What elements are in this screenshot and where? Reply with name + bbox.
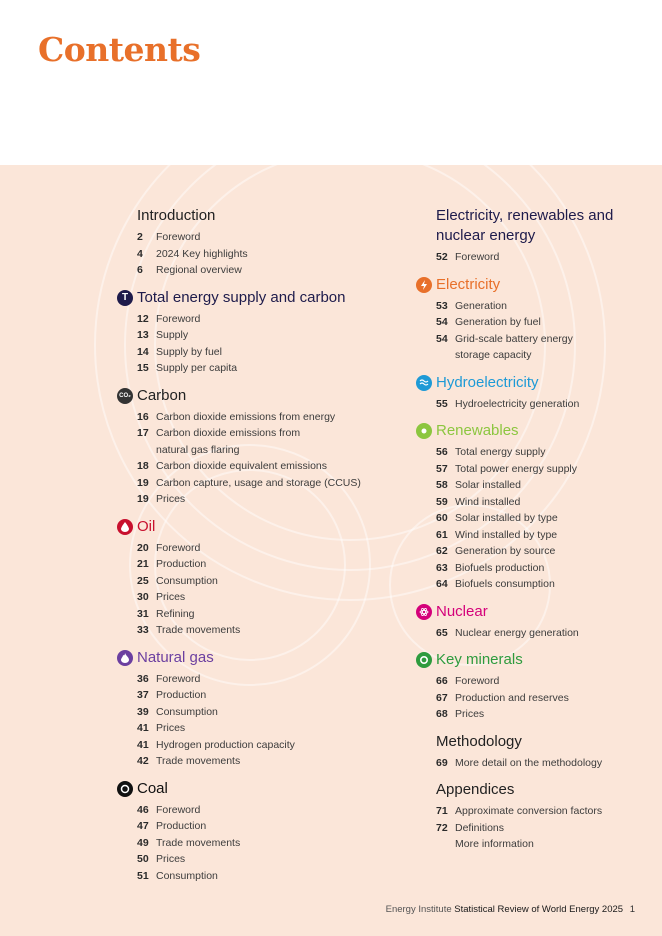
- entry-label: Foreword: [156, 803, 201, 816]
- entry-label: Foreword: [156, 312, 201, 325]
- toc-entry[interactable]: [137, 360, 387, 377]
- page-number: 16: [137, 410, 149, 423]
- entry-label: Production: [156, 820, 207, 832]
- toc-entry[interactable]: [137, 556, 387, 573]
- toc-entry[interactable]: [137, 311, 387, 328]
- page-number: 68: [436, 708, 448, 720]
- entry-label: Prices: [156, 853, 186, 865]
- page-number: 66: [436, 675, 448, 687]
- toc-entry-more-information[interactable]: [436, 836, 636, 853]
- toc-entry-foreword[interactable]: [137, 229, 387, 246]
- page-number: 19: [137, 476, 149, 489]
- entry-label: Biofuels production: [455, 561, 545, 574]
- toc-entry[interactable]: [137, 540, 387, 557]
- minerals-icon: [416, 652, 432, 668]
- section-appendices: [436, 780, 636, 853]
- toc-entry[interactable]: [436, 298, 636, 315]
- toc-entry[interactable]: [436, 314, 636, 331]
- page-number: 62: [436, 545, 448, 557]
- footer-page-number: 1: [629, 904, 635, 915]
- contents-right-column: [436, 206, 636, 853]
- entry-label: Carbon dioxide equivalent emissions: [156, 460, 328, 472]
- entry-label: Supply per capita: [156, 362, 238, 374]
- toc-entry[interactable]: [137, 344, 387, 361]
- page-number: 39: [137, 705, 149, 718]
- entry-label: Foreword: [156, 541, 201, 554]
- page-title: Contents: [38, 30, 201, 69]
- entry-label: Carbon dioxide emissions from energy: [156, 410, 336, 423]
- section-key-minerals: [436, 650, 636, 723]
- footer-publisher: Energy Institute: [385, 904, 452, 915]
- entry-label: Foreword: [455, 251, 500, 263]
- entry-label: Biofuels consumption: [455, 578, 555, 590]
- page-number: 15: [137, 362, 149, 374]
- page-number: 4: [137, 247, 143, 260]
- toc-entry[interactable]: [436, 625, 636, 642]
- toc-entry[interactable]: [436, 803, 636, 820]
- page-number: 41: [137, 722, 149, 734]
- section-electricity: [436, 275, 636, 364]
- toc-entry[interactable]: [436, 527, 636, 544]
- page-number: 18: [137, 460, 149, 472]
- total-energy-icon: T: [117, 290, 133, 306]
- toc-entry[interactable]: [137, 622, 387, 639]
- entry-label: Foreword: [156, 231, 201, 243]
- toc-entry[interactable]: [436, 477, 636, 494]
- toc-entry-key-highlights[interactable]: [137, 246, 387, 263]
- gas-flame-icon: [117, 650, 133, 666]
- toc-entry[interactable]: [137, 475, 387, 492]
- section-coal: [137, 779, 387, 885]
- page-number: [436, 836, 455, 853]
- coal-icon: [117, 781, 133, 797]
- section-title-electricity: Electricity: [436, 275, 501, 293]
- page-number: 57: [436, 462, 448, 475]
- toc-entry[interactable]: [436, 396, 636, 413]
- section-title-oil: Oil: [137, 517, 156, 535]
- page-number: 50: [137, 853, 149, 865]
- toc-entry[interactable]: [436, 560, 636, 577]
- page-number: 61: [436, 528, 448, 541]
- entry-label: Regional overview: [156, 264, 242, 276]
- entry-label: Total power energy supply: [455, 462, 577, 475]
- page-number: 65: [436, 626, 448, 639]
- page-number: 64: [436, 578, 448, 590]
- page-number: 49: [137, 836, 149, 849]
- page-number: 36: [137, 672, 149, 685]
- page-number: 19: [137, 493, 149, 505]
- toc-entry[interactable]: [137, 835, 387, 852]
- oil-drop-icon: [117, 519, 133, 535]
- section-title-carbon: Carbon: [137, 386, 187, 404]
- entry-label: Approximate conversion factors: [455, 805, 603, 817]
- entry-label: Wind installed: [455, 495, 521, 508]
- toc-entry[interactable]: [137, 327, 387, 344]
- section-total-energy: [121, 288, 387, 377]
- entry-label: Prices: [156, 722, 186, 734]
- section-title-electricity-renewables-nuclear: Electricity, renewables and nuclear energy: [436, 207, 614, 244]
- page-number: 67: [436, 691, 448, 704]
- page-number: 59: [436, 495, 448, 508]
- page-number: 2: [137, 231, 143, 243]
- page-number: 60: [436, 512, 448, 524]
- entry-label: Wind installed by type: [455, 528, 558, 541]
- entry-label: Prices: [156, 591, 186, 603]
- section-title-introduction: Introduction: [137, 207, 216, 224]
- page-number: 63: [436, 561, 448, 574]
- toc-entry[interactable]: [436, 510, 636, 527]
- entry-label: Prices: [156, 493, 186, 505]
- atom-icon: [416, 604, 432, 620]
- entry-label: 2024 Key highlights: [156, 247, 248, 260]
- page-number: 52: [436, 251, 448, 263]
- page-number: 20: [137, 541, 149, 554]
- entry-label: Trade movements: [156, 755, 241, 767]
- section-natural-gas: [137, 648, 387, 770]
- section-electricity-renewables-nuclear: [436, 206, 636, 266]
- entry-label: Trade movements: [156, 836, 241, 849]
- page-number: 13: [137, 329, 149, 341]
- page-number: 72: [436, 821, 448, 834]
- section-title-natural-gas: Natural gas: [137, 648, 214, 666]
- toc-entry[interactable]: [137, 818, 387, 835]
- page-number: 58: [436, 479, 448, 491]
- page-number: 31: [137, 607, 149, 620]
- section-title-coal: Coal: [137, 779, 168, 797]
- page-number: 25: [137, 574, 149, 587]
- toc-entry[interactable]: [137, 720, 387, 737]
- entry-label: More detail on the methodology: [455, 756, 603, 769]
- toc-entry[interactable]: [137, 868, 387, 885]
- page-number: 41: [137, 738, 149, 751]
- page-number: 17: [137, 427, 149, 439]
- entry-label: Hydroelectricity generation: [455, 397, 580, 410]
- entry-label: Foreword: [455, 675, 500, 687]
- entry-label: Consumption: [156, 705, 218, 718]
- entry-label: Carbon dioxide emissions from natural gas flaring: [156, 427, 301, 456]
- toc-entry[interactable]: [436, 673, 636, 690]
- page-number: 54: [436, 332, 448, 345]
- entry-label: Carbon capture, usage and storage (CCUS): [156, 476, 361, 489]
- page-number: 33: [137, 624, 149, 636]
- toc-entry[interactable]: [137, 753, 387, 770]
- entry-label: Production and reserves: [455, 691, 569, 704]
- toc-entry[interactable]: [137, 802, 387, 819]
- entry-label: Generation: [455, 299, 507, 312]
- toc-entry[interactable]: [436, 820, 636, 837]
- section-title-hydroelectricity: Hydroelectricity: [436, 373, 539, 391]
- entry-label: Trade movements: [156, 624, 241, 636]
- toc-entry[interactable]: [137, 687, 387, 704]
- page-number: 54: [436, 316, 448, 328]
- section-title-total-energy: Total energy supply and carbon: [137, 288, 346, 306]
- page-number: 6: [137, 264, 143, 276]
- page-number: 14: [137, 345, 149, 358]
- entry-label: Grid-scale battery energy storage capacity: [455, 332, 573, 361]
- toc-entry[interactable]: [137, 851, 387, 868]
- footer-publication: Statistical Review of World Energy 2025: [454, 904, 624, 915]
- toc-entry[interactable]: [137, 737, 387, 754]
- entry-label: Refining: [156, 607, 195, 620]
- page-number: 37: [137, 689, 149, 701]
- entry-label: Definitions: [455, 821, 505, 834]
- entry-label: Solar installed: [455, 479, 521, 491]
- toc-entry[interactable]: [436, 706, 636, 723]
- page-number: 56: [436, 446, 448, 458]
- toc-entry[interactable]: [436, 461, 636, 478]
- entry-label: Supply: [156, 329, 189, 341]
- entry-label: Consumption: [156, 869, 218, 882]
- carbon-icon: CO₂: [117, 388, 133, 404]
- page-number: 53: [436, 299, 448, 312]
- section-title-key-minerals: Key minerals: [436, 651, 523, 668]
- section-introduction: [137, 206, 387, 279]
- page-footer: [386, 904, 635, 915]
- entry-label: Nuclear energy generation: [455, 626, 579, 639]
- toc-entry[interactable]: [137, 458, 387, 475]
- toc-entry-regional-overview[interactable]: [137, 262, 387, 279]
- page-number: 51: [137, 869, 149, 882]
- water-waves-icon: [416, 375, 432, 391]
- entry-label: Consumption: [156, 574, 218, 587]
- page-number: 30: [137, 591, 149, 603]
- section-hydroelectricity: [436, 373, 636, 413]
- entry-label: More information: [455, 838, 534, 850]
- section-title-methodology: Methodology: [436, 732, 522, 750]
- page-number: 21: [137, 558, 149, 570]
- toc-entry[interactable]: [436, 444, 636, 461]
- section-methodology: [436, 732, 636, 772]
- page-number: 42: [137, 755, 149, 767]
- toc-entry[interactable]: [436, 755, 636, 772]
- toc-entry[interactable]: [137, 425, 387, 458]
- entry-label: Generation by source: [455, 545, 556, 557]
- toc-entry[interactable]: [137, 491, 387, 508]
- entry-label: Hydrogen production capacity: [156, 738, 295, 751]
- section-oil: [137, 517, 387, 639]
- section-title-nuclear: Nuclear: [436, 602, 488, 620]
- entry-label: Total energy supply: [455, 446, 546, 458]
- page-number: 69: [436, 756, 448, 769]
- toc-entry[interactable]: [137, 589, 387, 606]
- contents-left-column: [119, 206, 387, 884]
- toc-entry[interactable]: [137, 671, 387, 688]
- entry-label: Production: [156, 558, 207, 570]
- entry-label: Foreword: [156, 672, 201, 685]
- entry-label: Solar installed by type: [455, 512, 558, 524]
- toc-entry[interactable]: [436, 331, 636, 364]
- section-renewables: [436, 421, 636, 593]
- toc-entry[interactable]: [137, 573, 387, 590]
- page-number: 47: [137, 820, 149, 832]
- page-number: 12: [137, 312, 149, 325]
- page-number: 71: [436, 805, 448, 817]
- entry-label: Production: [156, 689, 207, 701]
- entry-label: Prices: [455, 708, 485, 720]
- lightning-bolt-icon: [416, 277, 432, 293]
- section-carbon: [119, 386, 387, 508]
- toc-entry[interactable]: [436, 543, 636, 560]
- page-number: 55: [436, 397, 448, 410]
- sun-icon: [416, 423, 432, 439]
- page-number: 46: [137, 803, 149, 816]
- entry-label: Generation by fuel: [455, 316, 541, 328]
- toc-entry[interactable]: [137, 409, 387, 426]
- toc-entry[interactable]: [137, 606, 387, 623]
- entry-label: Supply by fuel: [156, 345, 222, 358]
- toc-entry[interactable]: [436, 690, 636, 707]
- section-title-renewables: Renewables: [436, 422, 519, 439]
- toc-entry[interactable]: [137, 704, 387, 721]
- toc-entry[interactable]: [436, 249, 636, 266]
- toc-entry[interactable]: [436, 576, 636, 593]
- section-title-appendices: Appendices: [436, 781, 515, 798]
- toc-entry[interactable]: [436, 494, 636, 511]
- section-nuclear: [436, 602, 636, 642]
